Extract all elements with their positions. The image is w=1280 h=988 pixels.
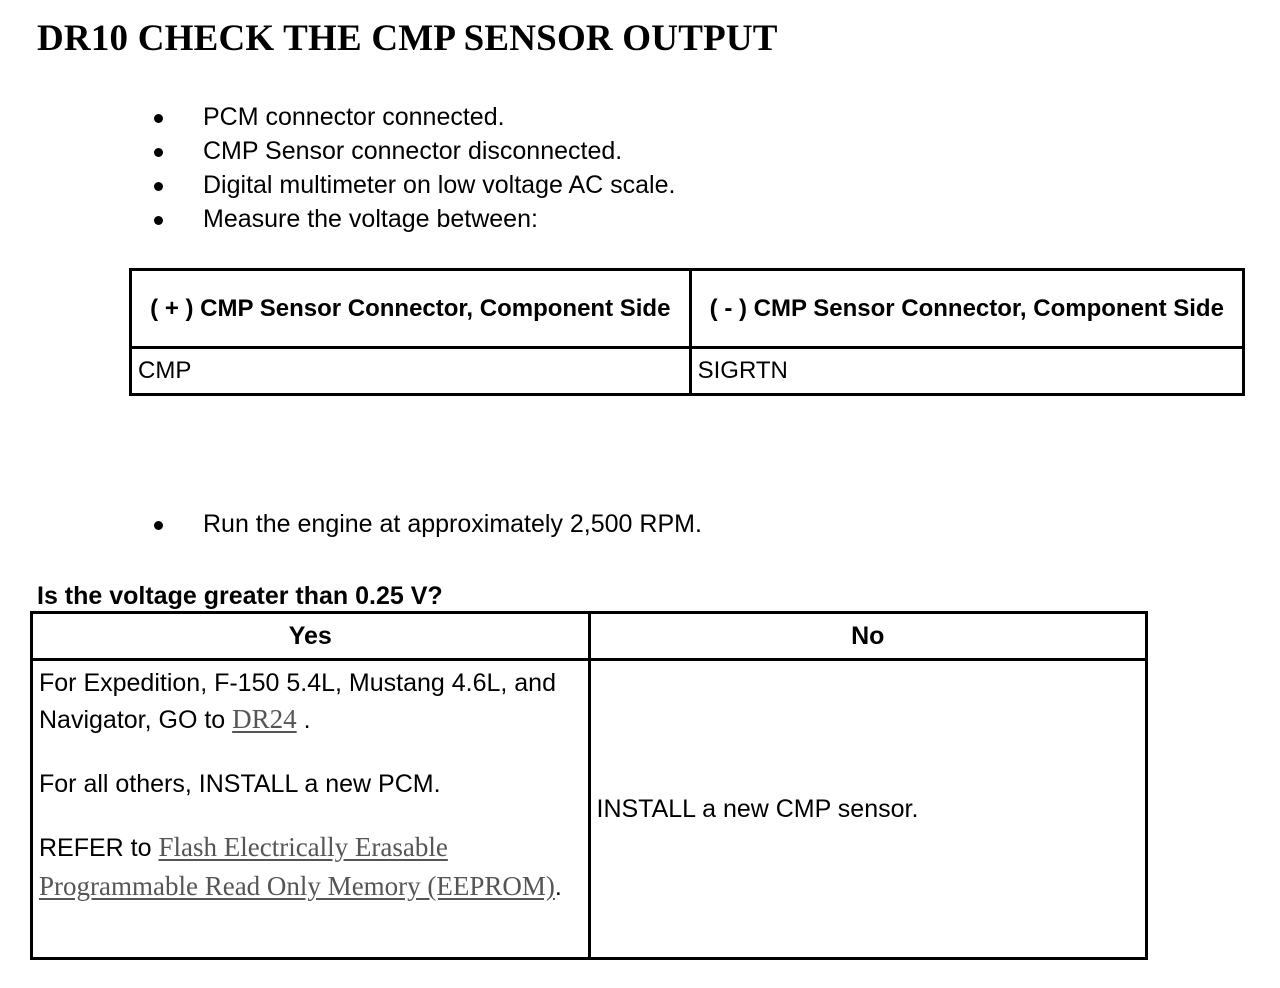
list-item [150,168,675,202]
no-header: No [589,613,1147,660]
yes-instruction-1 [39,665,582,738]
yes-header: Yes [32,613,590,660]
yes-instruction-1-suffix: . [296,706,311,734]
yes-instruction-3 [39,828,582,906]
table-header-row [32,613,1147,660]
yes-cell [32,660,590,959]
conditions-list [150,100,675,236]
action-text: Run the engine at approximately 2,500 RPM. [203,510,702,538]
measurement-table [129,268,1245,396]
bullet-icon [154,182,163,191]
negative-lead-header: ( - ) CMP Sensor Connector, Component Side [690,270,1243,348]
bullet-icon [154,148,163,157]
list-item [150,134,675,168]
table-row [32,660,1147,959]
bullet-icon [154,114,163,123]
table-row [131,348,1244,395]
question-heading: Is the voltage greater than 0.25 V? [37,582,443,610]
action-list [150,507,702,541]
yes-instruction-1-text: For Expedition, F-150 5.4L, Mustang 4.6L, and Navigator, GO to [39,669,556,734]
list-item [150,202,675,236]
page-title: DR10 CHECK THE CMP SENSOR OUTPUT [37,18,778,59]
positive-lead-cell: CMP [131,348,691,395]
refer-suffix: . [554,873,562,901]
list-item [150,100,675,134]
result-table [30,611,1148,960]
refer-text: REFER to [39,834,159,862]
no-cell: INSTALL a new CMP sensor. [589,660,1147,959]
bullet-icon [154,216,163,225]
positive-lead-header: ( + ) CMP Sensor Connector, Component Side [131,270,691,348]
condition-text: Measure the voltage between: [203,205,538,233]
list-item [150,507,702,541]
condition-text: PCM connector connected. [203,103,505,131]
bullet-icon [154,521,163,530]
condition-text: CMP Sensor connector disconnected. [203,137,623,165]
eeprom-link[interactable]: Flash Electrically Erasable Programmable Read Only Memory (EEPROM) [39,832,555,901]
negative-lead-cell: SIGRTN [690,348,1243,395]
condition-text: Digital multimeter on low voltage AC scale. [203,171,676,199]
dr24-link[interactable]: DR24 [232,704,297,734]
table-header-row [131,270,1244,348]
yes-instruction-2: For all others, INSTALL a new PCM. [39,770,441,798]
